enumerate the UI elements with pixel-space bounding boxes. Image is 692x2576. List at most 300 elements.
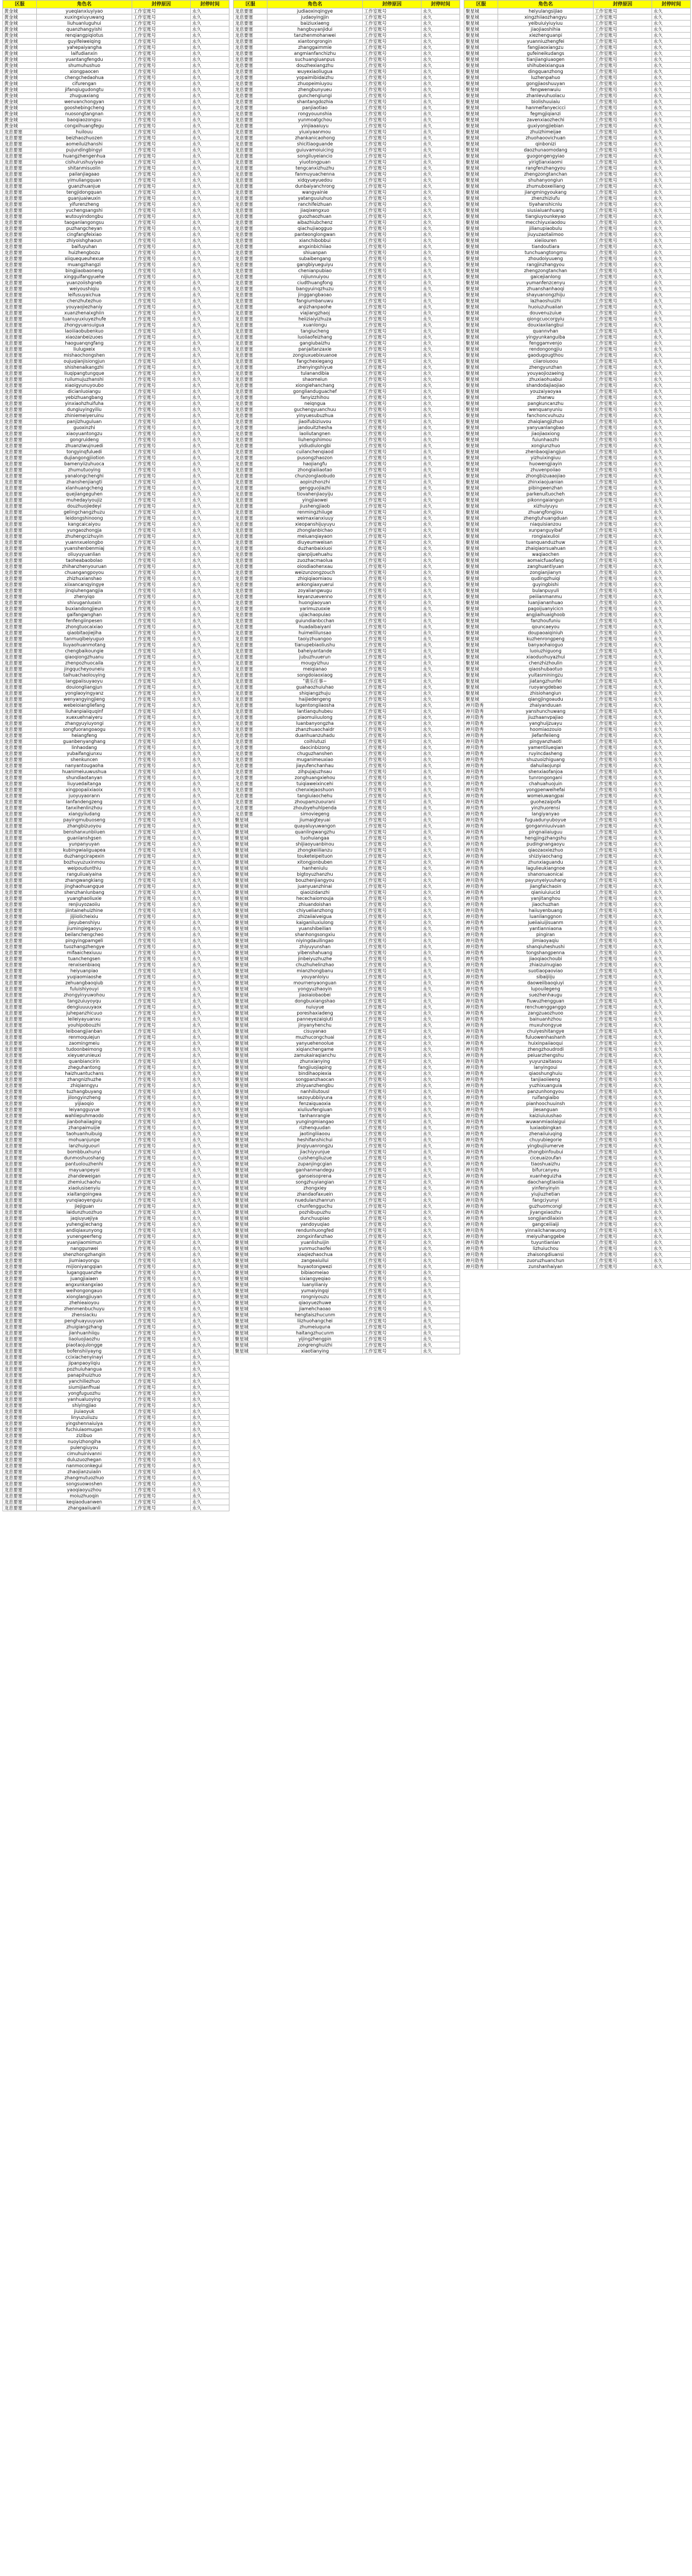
cell-ban-time: 永久 [652, 552, 691, 558]
table-row [3, 823, 229, 829]
cell-region: 龙息要塞 [3, 165, 37, 171]
cell-ban-reason: 工作室账号 [362, 715, 421, 721]
table-row [234, 1306, 460, 1312]
cell-role-name: wenyangyingjieng [37, 697, 132, 703]
cell-ban-reason: 工作室账号 [593, 286, 652, 292]
table-row [464, 570, 691, 576]
header-ban-time: 封停时间 [421, 1, 460, 8]
cell-ban-time: 永久 [421, 202, 460, 208]
cell-region: 神月隐秀 [464, 1119, 498, 1125]
table-row [3, 1270, 229, 1276]
cell-region: 龙息要塞 [3, 540, 37, 546]
cell-ban-reason: 工作室账号 [362, 87, 421, 93]
header-region: 区服 [3, 1, 37, 8]
cell-region: 龙息要塞 [3, 980, 37, 986]
table-row [234, 1246, 460, 1252]
cell-region: 聚星城 [234, 1143, 268, 1149]
cell-role-name: zhihanzhenyouruan [37, 564, 132, 570]
cell-ban-time: 永久 [421, 956, 460, 962]
cell-region: 聚星城 [464, 479, 498, 485]
table-row [464, 1119, 691, 1125]
cell-ban-reason: 工作室账号 [593, 105, 652, 111]
cell-role-name: yuanshenbenmiaj [37, 546, 132, 552]
cell-ban-reason: 工作室账号 [593, 835, 652, 841]
cell-role-name: fangjiaoxiangzu [498, 45, 594, 51]
cell-ban-time: 永久 [421, 1083, 460, 1089]
cell-ban-time: 永久 [652, 1131, 691, 1137]
cell-ban-time: 永久 [191, 552, 229, 558]
cell-ban-reason: 工作室账号 [593, 196, 652, 202]
table-row [3, 1022, 229, 1028]
table-row [3, 153, 229, 159]
cell-ban-reason: 工作室账号 [362, 497, 421, 503]
cell-ban-time: 永久 [652, 292, 691, 298]
cell-role-name: webeioiangliefang [37, 703, 132, 709]
table-row [234, 853, 460, 859]
cell-region: 龙息要塞 [3, 582, 37, 588]
table-row [3, 515, 229, 521]
table-row [234, 1342, 460, 1348]
cell-region: 神月隐秀 [464, 1258, 498, 1264]
cell-ban-time: 永久 [652, 359, 691, 365]
table-row [464, 389, 691, 395]
cell-region: 龙息要塞 [234, 250, 268, 256]
cell-ban-reason: 工作室账号 [593, 280, 652, 286]
table-row [234, 177, 460, 183]
cell-ban-reason: 工作室账号 [593, 503, 652, 509]
cell-ban-time: 永久 [421, 425, 460, 431]
cell-ban-time: 永久 [191, 908, 229, 914]
cell-role-name: bangyuinqzhuzu [268, 286, 363, 292]
cell-role-name: zhengyunzhan [498, 365, 594, 371]
cell-ban-time: 永久 [191, 823, 229, 829]
cell-role-name: taoiyzhuangoo [268, 636, 363, 642]
table-row [234, 33, 460, 39]
cell-ban-reason: 工作室账号 [132, 1409, 191, 1415]
cell-role-name: gonglianduguachef [268, 389, 363, 395]
cell-region: 龙息要塞 [3, 395, 37, 401]
table-row [3, 1131, 229, 1137]
cell-role-name: daoweiibaoqiuyi [498, 980, 594, 986]
cell-ban-reason: 工作室账号 [593, 757, 652, 763]
table-row [234, 268, 460, 274]
cell-role-name: bulanpuyuli [498, 588, 594, 594]
cell-ban-time: 永久 [191, 232, 229, 238]
table-row [234, 690, 460, 697]
cell-ban-time: 永久 [191, 1016, 229, 1022]
cell-role-name: yijingzhengpin [268, 1336, 363, 1342]
cell-region: 龙息要塞 [3, 606, 37, 612]
cell-ban-time: 永久 [191, 497, 229, 503]
cell-ban-reason: 工作室账号 [132, 775, 191, 781]
cell-ban-reason: 工作室账号 [362, 21, 421, 27]
cell-ban-time: 永久 [421, 220, 460, 226]
table-row [464, 654, 691, 660]
cell-role-name: jiaoifubiziuvou [268, 419, 363, 425]
table-row [234, 703, 460, 709]
table-row [464, 419, 691, 425]
cell-ban-time: 永久 [421, 473, 460, 479]
cell-role-name: wuyexiaoliugua [268, 69, 363, 75]
cell-ban-time: 永久 [191, 576, 229, 582]
cell-region: 龙息要塞 [234, 141, 268, 147]
cell-ban-time: 永久 [652, 75, 691, 81]
cell-role-name: jiesanguan [498, 1107, 594, 1113]
cell-ban-reason: 工作室账号 [132, 111, 191, 117]
cell-ban-reason: 工作室账号 [132, 926, 191, 932]
table-row [3, 117, 229, 123]
cell-ban-time: 永久 [191, 648, 229, 654]
cell-region: 龙息要塞 [234, 268, 268, 274]
table-row [464, 1185, 691, 1191]
cell-ban-reason: 工作室账号 [593, 636, 652, 642]
table-row [234, 39, 460, 45]
cell-role-name: haoguanqngfang [37, 340, 132, 346]
cell-role-name: ranguiiuaiyaina [37, 872, 132, 878]
cell-ban-reason: 工作室账号 [132, 51, 191, 57]
cell-ban-reason: 工作室账号 [362, 745, 421, 751]
cell-ban-time: 永久 [652, 286, 691, 292]
cell-role-name: yuanghaoliuxie [37, 896, 132, 902]
cell-region: 黄金城 [3, 33, 37, 39]
cell-role-name: muxuhongyue [498, 1022, 594, 1028]
cell-role-name: shenkuncen [37, 757, 132, 763]
cell-role-name: panjiaotiao [268, 105, 363, 111]
cell-region: 龙息要塞 [3, 1016, 37, 1022]
cell-ban-time: 永久 [421, 1161, 460, 1167]
cell-ban-time: 永久 [652, 371, 691, 377]
cell-region: 聚星城 [234, 1004, 268, 1010]
cell-region: 聚星城 [464, 117, 498, 123]
cell-role-name: jiaojiaoshihia [498, 27, 594, 33]
cell-region: 龙息要塞 [234, 528, 268, 534]
cell-ban-reason: 工作室账号 [132, 823, 191, 829]
cell-role-name: shantangdozhia [268, 99, 363, 105]
cell-ban-time: 永久 [421, 642, 460, 648]
cell-role-name: siumijianfhuai [37, 1385, 132, 1391]
cell-region: 龙息要塞 [234, 594, 268, 600]
cell-ban-time: 永久 [652, 226, 691, 232]
cell-region: 龙息要塞 [234, 636, 268, 642]
cell-region: 神月隐秀 [464, 1161, 498, 1167]
cell-role-name: niaquisianzou [498, 521, 594, 528]
cell-role-name: wahliepuhmaodo [37, 1113, 132, 1119]
cell-role-name: guohezaipofa [498, 799, 594, 805]
cell-ban-time: 永久 [652, 8, 691, 14]
table-row [234, 534, 460, 540]
cell-region: 龙息要塞 [234, 87, 268, 93]
cell-region: 龙息要塞 [3, 1179, 37, 1185]
cell-role-name: xiantongrongin [268, 39, 363, 45]
table-row [464, 45, 691, 51]
cell-ban-reason: 工作室账号 [593, 564, 652, 570]
cell-ban-time: 永久 [652, 1173, 691, 1179]
cell-region: 聚星城 [464, 443, 498, 449]
cell-region: 聚星城 [464, 292, 498, 298]
cell-region: 龙息要塞 [234, 467, 268, 473]
table-row [234, 1113, 460, 1119]
cell-ban-reason: 工作室账号 [362, 1041, 421, 1047]
cell-ban-reason: 工作室账号 [362, 594, 421, 600]
cell-role-name: ankongiaxyuerui [268, 582, 363, 588]
cell-region: 龙息要塞 [3, 1185, 37, 1191]
table-row [234, 389, 460, 395]
cell-role-name: zhenbaoqjiangjun [498, 449, 594, 455]
cell-role-name: liuyuedaitanga [37, 781, 132, 787]
cell-ban-reason: 工作室账号 [132, 745, 191, 751]
cell-region: 聚星城 [464, 159, 498, 165]
table-row [464, 642, 691, 648]
cell-role-name: sixiangyeqiao [268, 1276, 363, 1282]
cell-role-name: nuedulanzhanrun [268, 1197, 363, 1204]
cell-ban-time: 永久 [191, 298, 229, 304]
cell-ban-time: 永久 [421, 214, 460, 220]
cell-ban-time: 永久 [191, 654, 229, 660]
cell-region: 龙息要塞 [3, 449, 37, 455]
cell-ban-time: 永久 [191, 359, 229, 365]
cell-ban-time: 永久 [421, 232, 460, 238]
cell-ban-reason: 工作室账号 [593, 461, 652, 467]
table-row [3, 684, 229, 690]
cell-role-name: jingqucheyouneiu [37, 666, 132, 672]
cell-region: 龙息要塞 [3, 1505, 37, 1511]
table-row [3, 111, 229, 117]
table-row [3, 932, 229, 938]
table-row [234, 630, 460, 636]
cell-role-name: tulanandibia [268, 371, 363, 377]
cell-ban-time: 永久 [652, 1095, 691, 1101]
cell-role-name: sezoyubbiiyuna [268, 1095, 363, 1101]
cell-region: 龙息要塞 [234, 69, 268, 75]
table-row [3, 859, 229, 866]
cell-role-name: ruifangiaibo [498, 1095, 594, 1101]
table-row [464, 63, 691, 69]
table-row [3, 1095, 229, 1101]
cell-ban-time: 永久 [421, 908, 460, 914]
cell-role-name: lantianquhubeu [268, 709, 363, 715]
cell-region: 聚星城 [464, 75, 498, 81]
cell-region: 龙息要塞 [3, 932, 37, 938]
cell-region: 龙息要塞 [234, 226, 268, 232]
cell-role-name: zhuguaxiang [37, 93, 132, 99]
table-row [464, 286, 691, 292]
cell-region: 龙息要塞 [3, 383, 37, 389]
cell-ban-reason: 工作室账号 [362, 1101, 421, 1107]
cell-region: 聚星城 [464, 576, 498, 582]
cell-region: 聚星城 [234, 1161, 268, 1167]
cell-role-name: jianhuanhiiqu [37, 1330, 132, 1336]
cell-ban-time: 永久 [652, 1234, 691, 1240]
cell-role-name: nanhiliutousl [268, 1089, 363, 1095]
table-row [234, 1276, 460, 1282]
cell-ban-reason: 工作室账号 [132, 57, 191, 63]
table-row [234, 419, 460, 425]
cell-ban-reason: 工作室账号 [362, 1264, 421, 1270]
cell-ban-time: 永久 [421, 1095, 460, 1101]
cell-role-name: pingnaiiaiuguu [498, 829, 594, 835]
cell-ban-reason: 工作室账号 [132, 425, 191, 431]
cell-role-name: tanhanrangie [268, 1113, 363, 1119]
cell-region: 龙息要塞 [3, 570, 37, 576]
cell-role-name: tanzhenmohanwei [268, 33, 363, 39]
cell-role-name: bamenyiizuhuoca [37, 461, 132, 467]
cell-ban-reason: 工作室账号 [593, 552, 652, 558]
cell-ban-reason: 工作室账号 [593, 51, 652, 57]
table-row [234, 503, 460, 509]
cell-role-name: zhuohaoovichuan [498, 135, 594, 141]
cell-region: 龙息要塞 [3, 359, 37, 365]
table-row [464, 715, 691, 721]
cell-ban-reason: 工作室账号 [132, 666, 191, 672]
cell-region: 聚星城 [234, 1288, 268, 1294]
cell-ban-reason: 工作室账号 [593, 1113, 652, 1119]
cell-region: 龙息要塞 [234, 618, 268, 624]
table-row [3, 1505, 229, 1511]
table-row [3, 21, 229, 27]
cell-region: 龙息要塞 [3, 715, 37, 721]
cell-ban-time: 永久 [652, 262, 691, 268]
cell-ban-reason: 工作室账号 [593, 697, 652, 703]
cell-ban-reason: 工作室账号 [593, 703, 652, 709]
cell-region: 龙息要塞 [234, 21, 268, 27]
cell-ban-time: 永久 [652, 1143, 691, 1149]
cell-ban-reason: 工作室账号 [593, 546, 652, 552]
cell-role-name: cisuyanao [268, 1028, 363, 1035]
cell-role-name: tudoonbeimong [37, 1047, 132, 1053]
cell-region: 龙息要塞 [234, 576, 268, 582]
cell-region: 龙息要塞 [3, 992, 37, 998]
cell-ban-time: 永久 [421, 1264, 460, 1270]
cell-role-name: pingiran [498, 932, 594, 938]
cell-ban-time: 永久 [421, 745, 460, 751]
cell-region: 聚星城 [234, 1204, 268, 1210]
cell-ban-reason: 工作室账号 [132, 365, 191, 371]
cell-ban-time: 永久 [421, 340, 460, 346]
cell-ban-time: 永久 [421, 1028, 460, 1035]
cell-region: 龙息要塞 [3, 974, 37, 980]
cell-role-name: aibazhiubchenz [268, 220, 363, 226]
cell-region: 龙息要塞 [3, 1095, 37, 1101]
cell-ban-time: 永久 [652, 33, 691, 39]
cell-ban-time: 永久 [421, 93, 460, 99]
cell-role-name: aomeiluizhanshi [37, 141, 132, 147]
cell-region: 龙息要塞 [3, 908, 37, 914]
cell-region: 聚星城 [464, 503, 498, 509]
table-row [3, 292, 229, 298]
cell-ban-time: 永久 [652, 1083, 691, 1089]
cell-ban-reason: 工作室账号 [132, 793, 191, 799]
cell-region: 神月隐秀 [464, 926, 498, 932]
cell-ban-reason: 工作室账号 [362, 1071, 421, 1077]
cell-region: 龙息要塞 [3, 600, 37, 606]
cell-ban-time: 永久 [421, 1041, 460, 1047]
cell-role-name: jaqiuyuejiya [37, 1216, 132, 1222]
table-row [464, 214, 691, 220]
cell-ban-reason: 工作室账号 [593, 1137, 652, 1143]
cell-role-name: xingzhiiaozhangyu [498, 14, 594, 21]
cell-region: 聚星城 [464, 27, 498, 33]
table-row [3, 853, 229, 859]
cell-ban-reason: 工作室账号 [593, 244, 652, 250]
cell-ban-time: 永久 [191, 1161, 229, 1167]
cell-role-name: jiejiguan [37, 1204, 132, 1210]
cell-ban-reason: 工作室账号 [132, 1354, 191, 1360]
cell-ban-time: 永久 [421, 1155, 460, 1161]
cell-role-name: wangyainie [268, 190, 363, 196]
cell-region: 聚星城 [464, 57, 498, 63]
cell-role-name: gangiubaizhu [268, 340, 363, 346]
cell-ban-reason: 工作室账号 [362, 630, 421, 636]
cell-ban-time: 永久 [652, 141, 691, 147]
cell-region: 龙息要塞 [234, 322, 268, 328]
cell-role-name: yunqiaoyenguiu [37, 1197, 132, 1204]
cell-region: 龙息要塞 [3, 914, 37, 920]
cell-ban-time: 永久 [652, 974, 691, 980]
cell-ban-time: 永久 [191, 383, 229, 389]
cell-region: 龙息要塞 [234, 588, 268, 594]
cell-ban-time: 永久 [652, 208, 691, 214]
cell-role-name: mijioniyangqian [37, 1264, 132, 1270]
cell-ban-reason: 工作室账号 [362, 872, 421, 878]
table-row [464, 473, 691, 479]
cell-role-name: songiluyeiancio [268, 153, 363, 159]
table-row [234, 576, 460, 582]
cell-region: 龙息要塞 [3, 956, 37, 962]
table-row [3, 1059, 229, 1065]
cell-ban-time: 永久 [191, 974, 229, 980]
table-row [234, 280, 460, 286]
cell-role-name: tuohuiangaa [268, 835, 363, 841]
table-row [464, 1228, 691, 1234]
cell-role-name: wenquanyuniu [498, 407, 594, 413]
cell-ban-reason: 工作室账号 [132, 1433, 191, 1439]
cell-ban-time: 永久 [191, 1089, 229, 1095]
cell-ban-time: 永久 [652, 1022, 691, 1028]
cell-region: 龙息要塞 [234, 672, 268, 678]
cell-region: 龙息要塞 [3, 129, 37, 135]
cell-region: 聚星城 [464, 214, 498, 220]
cell-role-name: angxunkangxiao [37, 1282, 132, 1288]
cell-ban-time: 永久 [421, 1270, 460, 1276]
cell-region: 神月隐秀 [464, 1246, 498, 1252]
cell-role-name: guanlanshgsen [37, 835, 132, 841]
cell-role-name: tianupebiaoliushu [268, 642, 363, 648]
cell-region: 龙息要塞 [234, 238, 268, 244]
cell-ban-reason: 工作室账号 [132, 1379, 191, 1385]
table-row [464, 1095, 691, 1101]
table-row [464, 1131, 691, 1137]
table-row [464, 521, 691, 528]
cell-ban-reason: 工作室账号 [593, 268, 652, 274]
cell-role-name: zhemiuchaohu [37, 1179, 132, 1185]
table-row [3, 177, 229, 183]
cell-ban-reason: 工作室账号 [132, 1469, 191, 1475]
cell-ban-time: 永久 [652, 99, 691, 105]
table-row [234, 75, 460, 81]
cell-role-name: xiaozanbeizuoes [37, 334, 132, 340]
cell-region: 龙息要塞 [3, 618, 37, 624]
cell-region: 龙息要塞 [3, 256, 37, 262]
cell-region: 龙息要塞 [3, 334, 37, 340]
cell-role-name: jimiaoyaqiu [498, 938, 594, 944]
table-row [234, 1330, 460, 1336]
cell-ban-time: 永久 [421, 793, 460, 799]
cell-ban-time: 永久 [421, 503, 460, 509]
cell-ban-reason: 工作室账号 [362, 461, 421, 467]
cell-region: 龙息要塞 [234, 105, 268, 111]
cell-role-name: lupouilegeng [498, 986, 594, 992]
cell-region: 龙息要塞 [3, 896, 37, 902]
